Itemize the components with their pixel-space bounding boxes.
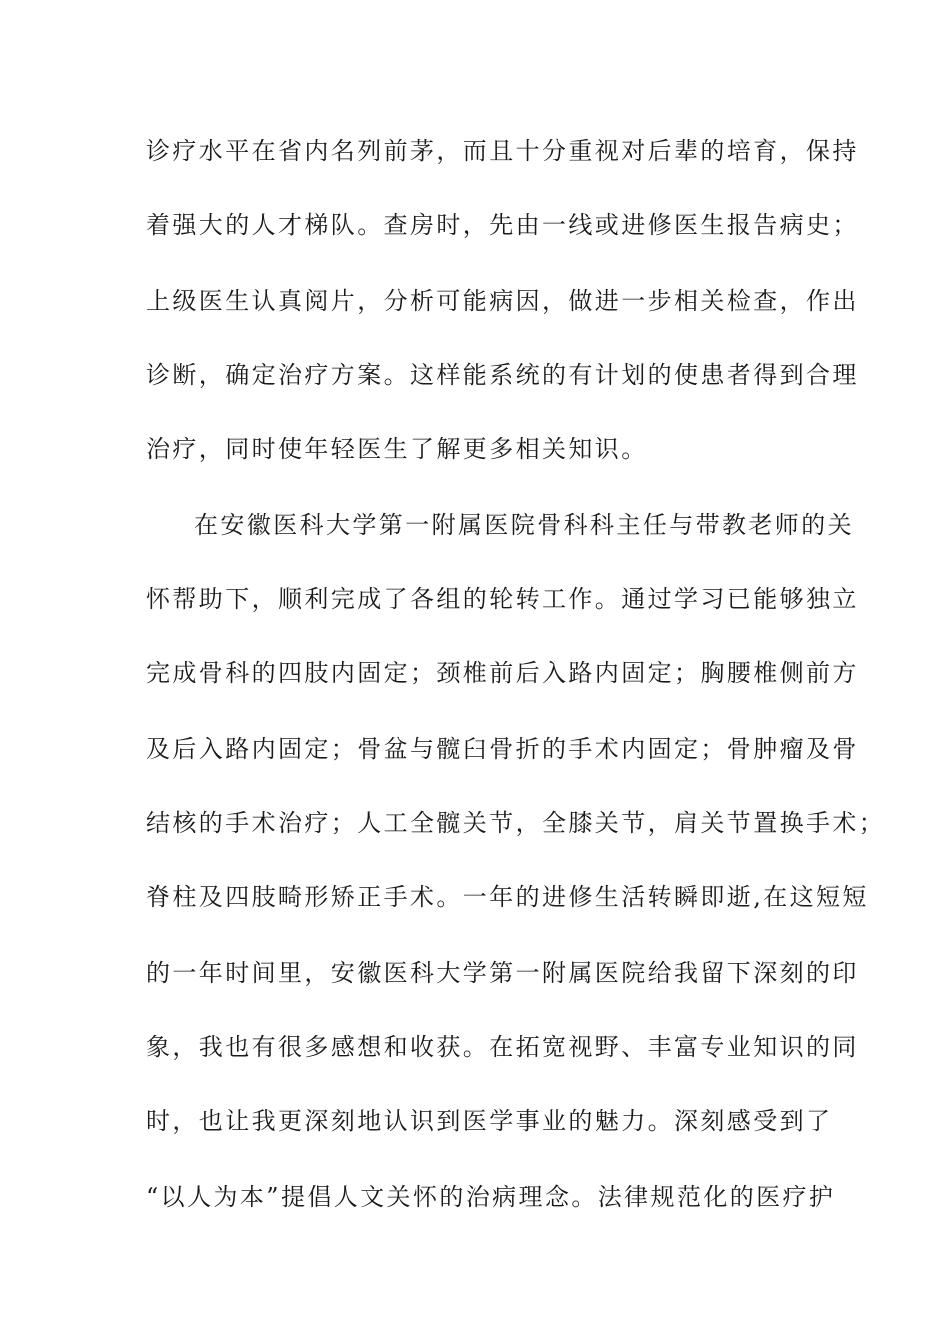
- text-line: 脊柱及四肢畸形矫正手术。一年的进修生活转瞬即逝,在这短短: [146, 883, 869, 911]
- text-line: 完成骨科的四肢内固定；颈椎前后入路内固定；胸腰椎侧前方: [146, 659, 859, 687]
- text-line: 时，也让我更深刻地认识到医学事业的魅力。深刻感受到了: [146, 1107, 833, 1135]
- text-line: 结核的手术治疗；人工全髋关节，全膝关节，肩关节置换手术；: [146, 809, 886, 837]
- text-line: 的一年时间里，安徽医科大学第一附属医院给我留下深刻的印: [146, 959, 859, 987]
- text-line: 及后入路内固定；骨盆与髋臼骨折的手术内固定；骨肿瘤及骨: [146, 735, 859, 763]
- text-line: 诊断，确定治疗方案。这样能系统的有计划的使患者得到合理: [146, 361, 859, 389]
- text-line: 着强大的人才梯队。查房时，先由一线或进修医生报告病史；: [146, 211, 859, 239]
- text-line: “以人为本”提倡人文关怀的治病理念。法律规范化的医疗护: [146, 1183, 836, 1211]
- text-line: 怀帮助下，顺利完成了各组的轮转工作。通过学习已能够独立: [146, 585, 859, 613]
- paragraph-first-line: 在安徽医科大学第一附属医院骨科科主任与带教老师的关: [194, 511, 854, 539]
- text-line: 治疗，同时使年轻医生了解更多相关知识。: [146, 435, 648, 463]
- text-line: 诊疗水平在省内名列前茅，而且十分重视对后辈的培育，保持: [146, 137, 859, 165]
- text-line: 象，我也有很多感想和收获。在拓宽视野、丰富专业知识的同: [146, 1033, 859, 1061]
- text-line: 上级医生认真阅片，分析可能病因，做进一步相关检查，作出: [146, 287, 859, 315]
